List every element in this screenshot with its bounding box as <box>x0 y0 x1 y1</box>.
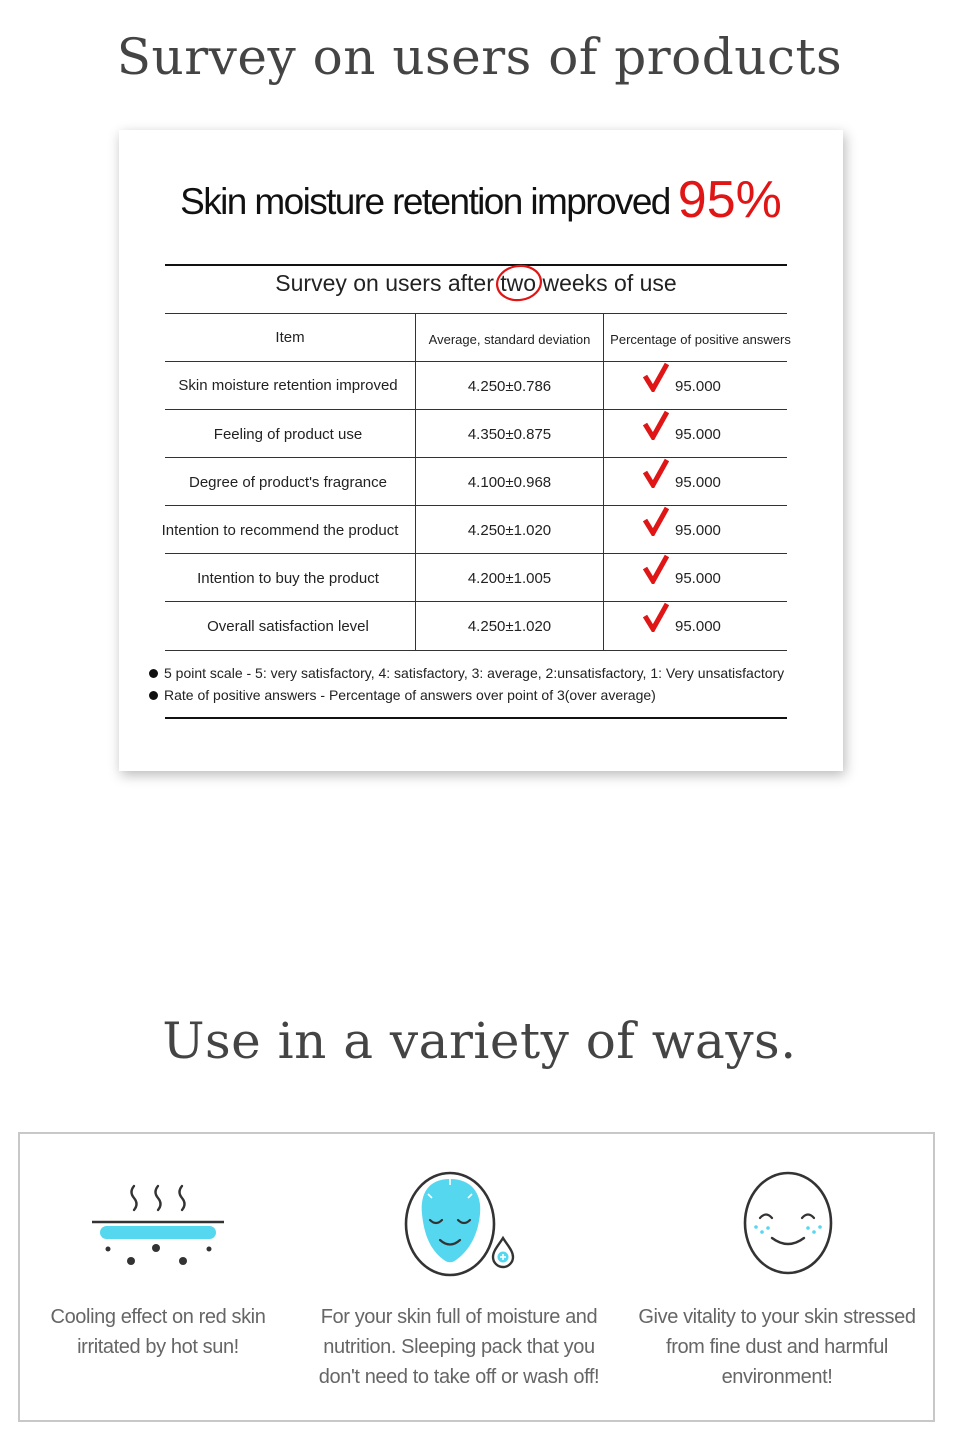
cooling-surface-icon <box>90 1182 226 1272</box>
row-item-label: Feeling of product use <box>213 426 363 443</box>
survey-subtitle <box>165 270 787 297</box>
row-positive: 95.000 <box>675 570 721 587</box>
row-item-label: Skin moisture retention improved <box>178 377 398 394</box>
row-item-label: Intention to buy the product <box>197 570 379 587</box>
way-caption-sleeping-pack: For your skin full of moisture and nutrition. Sleeping pack that you don't need to take off or wash off! <box>318 1306 600 1388</box>
header-top-line <box>165 313 787 314</box>
subtitle-after: weeks of use <box>536 270 677 296</box>
row-item-label: Overall satisfaction level <box>207 618 369 635</box>
way-caption-vitality: Give vitality to your skin stressed from fine dust and harmful environment! <box>638 1306 916 1388</box>
subtitle-circled-word: two <box>500 270 536 297</box>
card-bottom-rule <box>165 717 787 719</box>
header-bottom-line <box>165 361 787 362</box>
smiling-face-icon <box>742 1170 834 1276</box>
red-check-icon <box>643 410 669 440</box>
row-positive: 95.000 <box>675 618 721 635</box>
table-top-rule <box>165 264 787 266</box>
row-positive: 95.000 <box>675 378 721 395</box>
row-average: 4.100±0.968 <box>467 474 552 491</box>
survey-section-title: Survey on users of products <box>116 28 843 86</box>
bullet-icon <box>149 691 158 700</box>
row-divider <box>165 457 787 458</box>
row-positive: 95.000 <box>675 426 721 443</box>
row-divider <box>165 553 787 554</box>
row-item-label: Degree of product's fragrance <box>189 474 387 491</box>
note-scale: 5 point scale - 5: very satisfactory, 4: satisfactory, 3: average, 2:unsatisfactory, 1: Very unsatisfactory <box>149 665 784 681</box>
row-positive: 95.000 <box>675 474 721 491</box>
red-check-icon <box>643 554 669 584</box>
survey-card <box>119 130 843 771</box>
row-average: 4.250±1.020 <box>467 618 552 635</box>
red-check-icon <box>643 362 669 392</box>
red-circle-mark <box>493 263 547 305</box>
sleeping-mask-face-icon <box>404 1170 520 1280</box>
ways-section-title: Use in a variety of ways. <box>162 1012 797 1070</box>
row-average: 4.350±0.875 <box>467 426 552 443</box>
row-item-label: Intention to recommend the product <box>161 522 399 539</box>
headline-percent: 95% <box>677 171 782 229</box>
column-header-item: Item <box>275 329 305 346</box>
column-header-average: Average, standard deviation <box>428 332 591 347</box>
survey-headline <box>119 170 843 230</box>
column-header-positive: Percentage of positive answers <box>610 332 791 347</box>
row-divider <box>165 601 787 602</box>
red-check-icon <box>643 506 669 536</box>
red-check-icon <box>643 458 669 488</box>
bullet-icon <box>149 669 158 678</box>
row-positive: 95.000 <box>675 522 721 539</box>
row-average: 4.250±0.786 <box>467 378 552 395</box>
note-positive-rate: Rate of positive answers - Percentage of answers over point of 3(over average) <box>149 687 656 703</box>
table-bottom-line <box>165 650 787 651</box>
row-divider <box>165 505 787 506</box>
row-average: 4.200±1.005 <box>467 570 552 587</box>
row-average: 4.250±1.020 <box>467 522 552 539</box>
headline-text: Skin moisture retention improved <box>180 181 670 222</box>
subtitle-before: Survey on users after <box>275 270 501 296</box>
way-caption-cooling: Cooling effect on red skin irritated by hot sun! <box>50 1306 266 1358</box>
row-divider <box>165 409 787 410</box>
ways-panel <box>18 1132 935 1422</box>
red-check-icon <box>643 602 669 632</box>
